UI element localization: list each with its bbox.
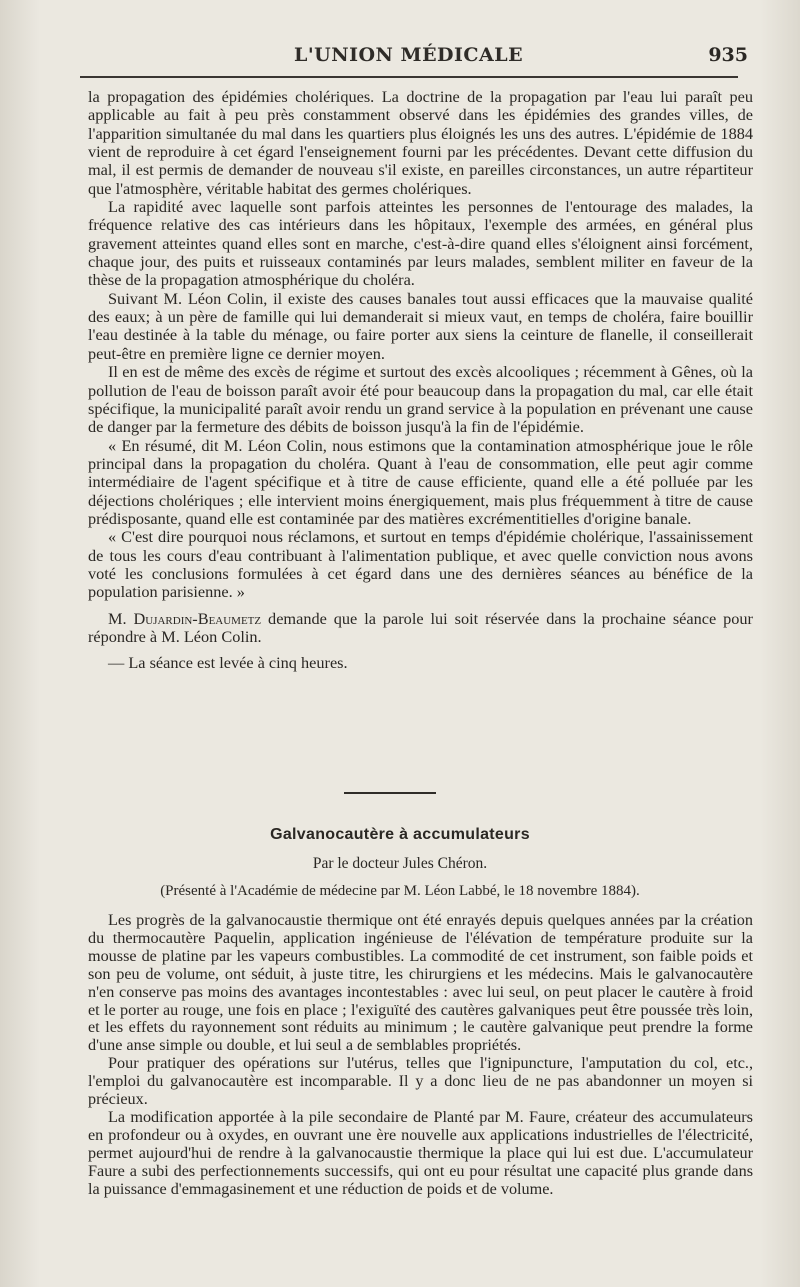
section-divider	[344, 792, 436, 794]
speaker-text: demande que la parole lui soit réservée dans la prochaine séance pour répondre à M. Léon Colin.	[88, 608, 753, 646]
paragraph: — La séance est levée à cinq heures.	[108, 653, 348, 673]
paragraph: Pour pratiquer des opérations sur l'utérus, telles que l'ignipuncture, l'amputation du col, etc., l'emploi du galvanocautère est incomparable. Il y a donc lieu de ne pas abandonner un moyen si précieux.	[88, 1054, 753, 1109]
paragraph: Les progrès de la galvanocaustie thermique ont été enrayés depuis quelques années par la création du thermocautère Paquelin, application ingénieuse de l'élévation de température produite sur la mousse de platine par les vapeurs combustibles. La commodité de cet instrument, son faible poids et son peu de volume, ont séduit, à juste titre, les chirurgiens et les médecins. Mais le galvanocautère n'en conserve pas moins des avantages incontestables : avec lui seul, on peut placer le cautère à froid et le porter au rouge, une fois en place ; l'exiguïté des cautères galvaniques peut être poussée très loin, et les effets du rayonnement sont réduits au minimum ; le cautère galvanique peut prendre la forme d'une anse simple ou double, et lui seul a de semblables propriétés.	[88, 911, 753, 1055]
paragraph: La rapidité avec laquelle sont parfois atteintes les personnes de l'entourage des malades, la fréquence relative des cas intérieurs dans les hôpitaux, l'exemple des armées, en général plus gravement atteintes quand elles sont en marche, c'est-à-dire quand elles s'éloignent ainsi forcément, chaque jour, des puits et ruisseaux contaminés par leurs malades, semblent militer en faveur de la thèse de la propagation atmosphérique du choléra.	[88, 197, 753, 290]
paragraph: Il en est de même des excès de régime et surtout des excès alcooliques ; récemment à Gênes, où la pollution de l'eau de boisson paraît avoir été pour beaucoup dans la propagation du mal, car elle était spécifique, la municipalité paraît avoir rendu un grand service à la population en prévenant une cause de danger par la fermeture des débits de boisson jusqu'à la fin de l'épidémie.	[88, 362, 753, 437]
presentation-note: (Présenté à l'Académie de médecine par M. Léon Labbé, le 18 novembre 1884).	[160, 883, 640, 899]
paragraph: La modification apportée à la pile secondaire de Planté par M. Faure, créateur des accumulateurs en profondeur ou à oxydes, en ouvrant une ère nouvelle aux applications industrielles de l'électricité, permet aujourd'hui de rendre à la galvanocaustie thermique la place qui lui est due. L'accumulateur Faure a subi des perfectionnements successifs, qui ont eu pour résultat une capacité plus grande dans la puissance d'emmagasinement et une réduction de poids et de volume.	[88, 1107, 753, 1198]
article-title: Galvanocautère à accumulateurs	[270, 826, 530, 843]
running-title: L'UNION MÉDICALE	[294, 44, 524, 66]
paragraph: Suivant M. Léon Colin, il existe des causes banales tout aussi efficaces que la mauvaise qualité des eaux; à un père de famille qui lui demanderait si mieux vaut, en temps de choléra, faire bouillir l'eau destinée à la table du ménage, ou faire porter aux siens la ceinture de flanelle, il conseillerait peut-être en première ligne ce dernier moyen.	[88, 288, 753, 363]
paragraph	[88, 610, 753, 647]
article-body	[88, 912, 753, 1199]
page-number: 935	[708, 44, 748, 66]
paragraph: la propagation des épidémies cholériques. La doctrine de la propagation par l'eau lui paraît peu applicable au fait à peu près constamment observé dans les épidémies des grandes villes, de l'apparition simultanée du mal dans les quartiers plus éloignés les uns des autres. L'épidémie de 1884 vient de reproduire à cet égard l'enseignement fourni par les précédentes. Devant cette diffusion du mal, il est permis de demander de nouveau s'il existe, en pareilles circonstances, un autre répartiteur que l'atmosphère, véritable habitat des germes cholériques.	[88, 87, 753, 198]
paragraph: « En résumé, dit M. Léon Colin, nous estimons que la contamination atmosphérique joue le rôle principal dans la propagation du choléra. Quant à l'eau de consommation, elle peut agir comme intermédiaire de l'agent spécifique et à titre de cause efficiente, quand elle a été polluée par les déjections cholériques ; elle intervient moins énergiquement, mais plus fréquemment à titre de cause prédisposante, quand elle est contaminée par des matières excrémentitielles d'origine banale.	[88, 435, 753, 528]
paragraph: « C'est dire pourquoi nous réclamons, et surtout en temps d'épidémie cholérique, l'assainissement de tous les cours d'eau contribuant à l'alimentation publique, et avec quelle conviction nous avons voté les conclusions formulées à cet égard dans une des dernières séances au bénéfice de la population parisienne. »	[88, 527, 753, 602]
page-header	[84, 44, 754, 74]
article-byline: Par le docteur Jules Chéron.	[312, 855, 488, 872]
header-rule	[80, 76, 738, 78]
speaker-name: M. Dujardin-Beaumetz	[108, 608, 262, 628]
academy-report-text	[88, 88, 753, 673]
